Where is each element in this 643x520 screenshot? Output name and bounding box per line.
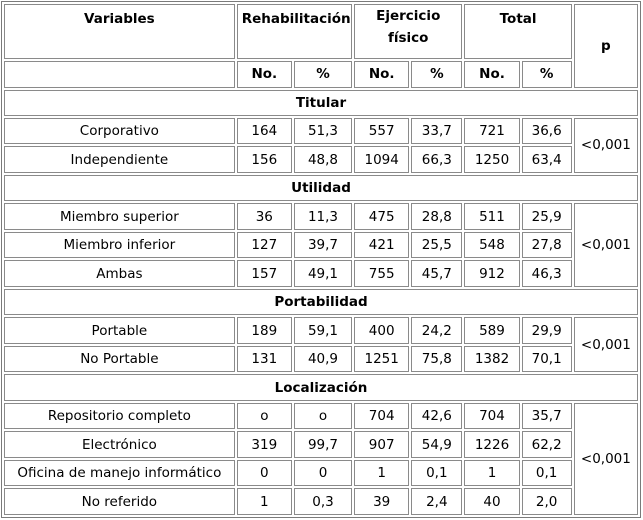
cell-r-pct: 40,9	[294, 346, 352, 372]
subheader-total-no: No.	[464, 61, 519, 87]
row-label: Independiente	[4, 146, 235, 172]
cell-r-no: 0	[237, 460, 292, 486]
header-rehabilitacion: Rehabilitación	[237, 4, 352, 59]
subheader-rehab-pct: %	[294, 61, 352, 87]
cell-r-pct: 99,7	[294, 431, 352, 457]
cell-r-no: 131	[237, 346, 292, 372]
cell-e-no: 421	[354, 232, 409, 258]
cell-e-pct: 28,8	[411, 203, 462, 229]
cell-r-pct: 11,3	[294, 203, 352, 229]
cell-e-no: 1251	[354, 346, 409, 372]
row-label: Portable	[4, 317, 235, 343]
row-label: No Portable	[4, 346, 235, 372]
cell-e-pct: 75,8	[411, 346, 462, 372]
cell-e-no: 557	[354, 118, 409, 144]
row-label: Electrónico	[4, 431, 235, 457]
row-label: Corporativo	[4, 118, 235, 144]
table-row	[4, 232, 638, 258]
cell-r-no: 319	[237, 431, 292, 457]
subheader-ejer-pct: %	[411, 61, 462, 87]
table-row	[4, 346, 638, 372]
cell-r-no: 157	[237, 260, 292, 286]
header-p: p	[574, 4, 638, 88]
row-label: Repositorio completo	[4, 403, 235, 429]
table-row	[4, 460, 638, 486]
cell-t-no: 704	[464, 403, 519, 429]
cell-r-no: o	[237, 403, 292, 429]
cell-e-no: 1	[354, 460, 409, 486]
cell-t-no: 589	[464, 317, 519, 343]
table-row	[4, 317, 638, 343]
cell-r-no: 1	[237, 488, 292, 515]
table-row	[4, 488, 638, 515]
cell-t-pct: 2,0	[522, 488, 572, 515]
subheader-total-pct: %	[522, 61, 572, 87]
cell-e-no: 704	[354, 403, 409, 429]
cell-e-pct: 25,5	[411, 232, 462, 258]
cell-e-pct: 33,7	[411, 118, 462, 144]
cell-r-pct: 59,1	[294, 317, 352, 343]
cell-e-no: 907	[354, 431, 409, 457]
table-row	[4, 403, 638, 429]
section-title: Localización	[4, 374, 638, 400]
section-header-row	[4, 374, 638, 400]
row-label: Oficina de manejo informático	[4, 460, 235, 486]
subheader-ejer-no: No.	[354, 61, 409, 87]
cell-r-pct: 0	[294, 460, 352, 486]
cell-r-pct: 49,1	[294, 260, 352, 286]
cell-r-no: 36	[237, 203, 292, 229]
table-row	[4, 431, 638, 457]
cell-t-pct: 70,1	[522, 346, 572, 372]
cell-r-pct: 0,3	[294, 488, 352, 515]
row-label: Ambas	[4, 260, 235, 286]
subheader-blank	[4, 61, 235, 87]
header-row	[4, 4, 638, 59]
cell-t-no: 721	[464, 118, 519, 144]
cell-t-no: 1226	[464, 431, 519, 457]
section-title: Titular	[4, 90, 638, 116]
cell-e-pct: 2,4	[411, 488, 462, 515]
cell-t-pct: 36,6	[522, 118, 572, 144]
cell-t-no: 40	[464, 488, 519, 515]
header-variables: Variables	[4, 4, 235, 59]
cell-t-pct: 63,4	[522, 146, 572, 172]
row-label: Miembro inferior	[4, 232, 235, 258]
table-row	[4, 146, 638, 172]
table-row	[4, 118, 638, 144]
cell-r-no: 127	[237, 232, 292, 258]
cell-t-pct: 35,7	[522, 403, 572, 429]
p-value: <0,001	[574, 203, 638, 286]
cell-e-no: 400	[354, 317, 409, 343]
cell-e-pct: 0,1	[411, 460, 462, 486]
cell-t-no: 511	[464, 203, 519, 229]
header-total: Total	[464, 4, 571, 59]
cell-t-no: 1382	[464, 346, 519, 372]
cell-r-pct: 51,3	[294, 118, 352, 144]
section-header-row	[4, 90, 638, 116]
cell-t-pct: 27,8	[522, 232, 572, 258]
table-body	[4, 4, 638, 515]
results-table	[1, 1, 641, 518]
cell-t-pct: 29,9	[522, 317, 572, 343]
cell-e-pct: 54,9	[411, 431, 462, 457]
table-row	[4, 260, 638, 286]
row-label: No referido	[4, 488, 235, 515]
row-label: Miembro superior	[4, 203, 235, 229]
cell-t-no: 1	[464, 460, 519, 486]
cell-t-pct: 46,3	[522, 260, 572, 286]
p-value: <0,001	[574, 317, 638, 372]
header-ejercicio: Ejercicio físico	[354, 4, 462, 59]
table-row	[4, 203, 638, 229]
cell-e-pct: 45,7	[411, 260, 462, 286]
section-title: Portabilidad	[4, 289, 638, 315]
cell-r-no: 164	[237, 118, 292, 144]
cell-r-pct: o	[294, 403, 352, 429]
section-title: Utilidad	[4, 175, 638, 201]
cell-e-pct: 42,6	[411, 403, 462, 429]
cell-t-pct: 0,1	[522, 460, 572, 486]
cell-e-pct: 66,3	[411, 146, 462, 172]
cell-t-no: 548	[464, 232, 519, 258]
cell-e-no: 475	[354, 203, 409, 229]
cell-t-pct: 62,2	[522, 431, 572, 457]
cell-r-no: 189	[237, 317, 292, 343]
cell-e-no: 39	[354, 488, 409, 515]
cell-r-pct: 48,8	[294, 146, 352, 172]
p-value: <0,001	[574, 403, 638, 515]
cell-t-pct: 25,9	[522, 203, 572, 229]
cell-e-no: 1094	[354, 146, 409, 172]
subheader-row	[4, 61, 638, 87]
p-value: <0,001	[574, 118, 638, 173]
cell-t-no: 1250	[464, 146, 519, 172]
subheader-rehab-no: No.	[237, 61, 292, 87]
section-header-row	[4, 175, 638, 201]
cell-t-no: 912	[464, 260, 519, 286]
cell-r-pct: 39,7	[294, 232, 352, 258]
cell-r-no: 156	[237, 146, 292, 172]
cell-e-pct: 24,2	[411, 317, 462, 343]
section-header-row	[4, 289, 638, 315]
cell-e-no: 755	[354, 260, 409, 286]
